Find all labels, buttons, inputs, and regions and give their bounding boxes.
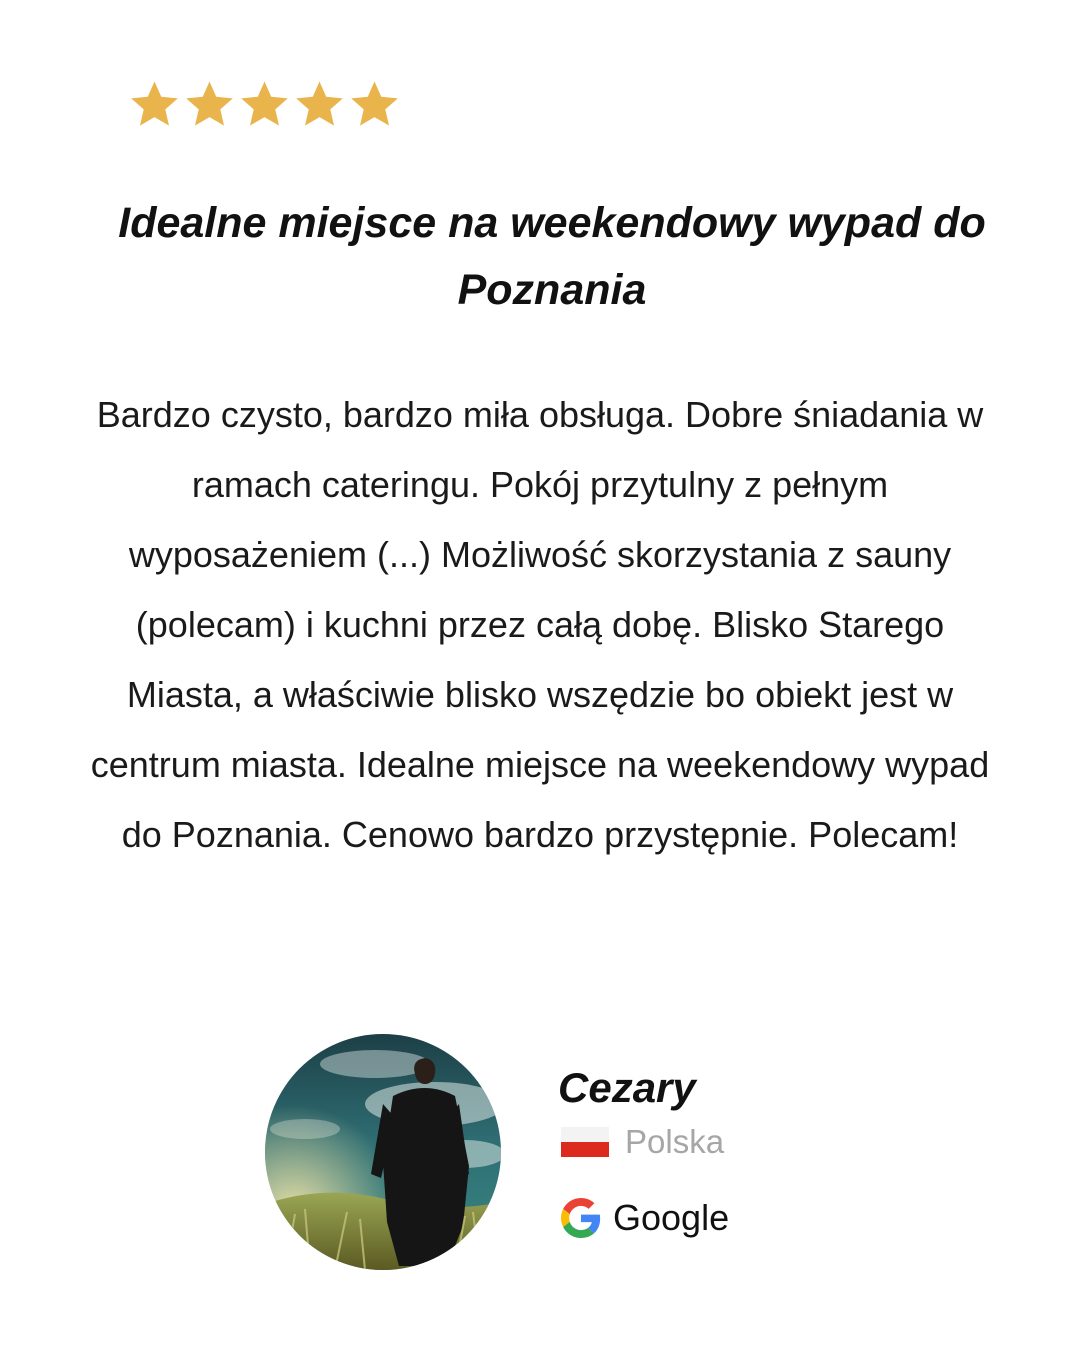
google-icon	[561, 1198, 601, 1238]
star-icon	[293, 78, 346, 131]
star-rating	[128, 78, 401, 131]
star-icon	[238, 78, 291, 131]
review-source	[561, 1196, 729, 1240]
country-label: Polska	[625, 1123, 725, 1160]
star-icon	[183, 78, 236, 131]
author-name: Cezary	[558, 1064, 696, 1111]
author-country	[561, 1120, 724, 1164]
star-icon	[348, 78, 401, 131]
review-body: Bardzo czysto, bardzo miła obsługa. Dobre śniadania w ramach cateringu. Pokój przytulny z pełnym wyposażeniem (...) Możliwość skorzystania z sauny (polecam) i kuchni przez całą dobę. Blisko Starego Miasta, a właściwie blisko wszędzie bo obiekt jest w centrum miasta. Idealne miejsce na weekendowy wypad do Poznania. Cenowo bardzo przystępnie. Polecam!	[90, 394, 990, 855]
avatar	[265, 1034, 501, 1270]
source-label: Google	[613, 1197, 730, 1238]
star-icon	[128, 78, 181, 131]
poland-flag-icon	[561, 1127, 609, 1157]
review-title: Idealne miejsce na weekendowy wypad do Poznania	[118, 199, 986, 314]
